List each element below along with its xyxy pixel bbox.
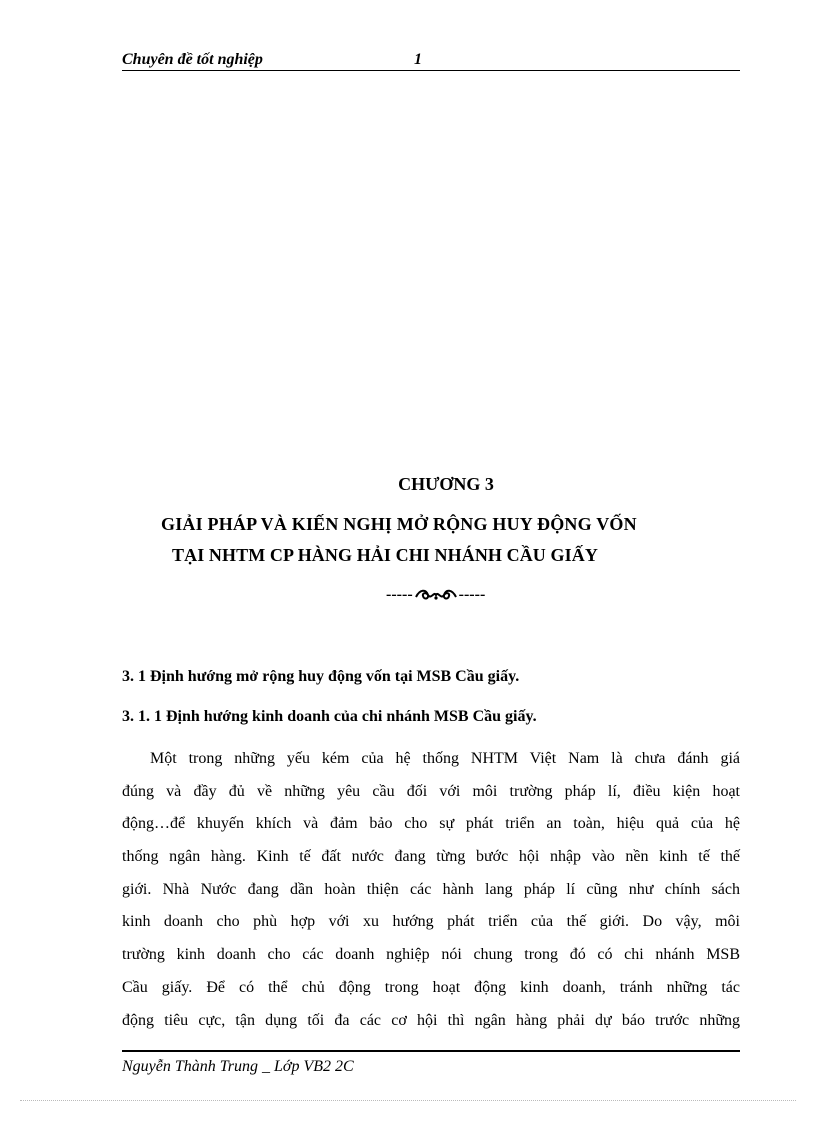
ornament-flourish-icon [414,587,458,603]
body-paragraph [122,743,740,1037]
chapter-title-line-2: TẠI NHTM CP HÀNG HẢI CHI NHÁNH CẦU GIẤY [172,545,598,565]
ornament-dashes-right: ----- [458,586,486,603]
page-header [122,50,740,71]
chapter-ornament [386,584,506,606]
paragraph-line: đúng và đầy đủ về những yêu cầu đối với môi trường pháp lí, điều kiện hoạt [122,782,740,800]
chapter-label [0,472,816,496]
paragraph-line: Cầu giấy. Để có thể chủ động trong hoạt động kinh doanh, tránh những tác [122,978,740,996]
paragraph-line: thống ngân hàng. Kinh tế đất nước đang từng bước hội nhập vào nền kinh tế thế [122,848,740,866]
ornament-dashes-left: ----- [386,586,413,603]
header-title: Chuyên đề tốt nghiệp [122,51,263,68]
paragraph-line: trường kinh doanh cho các doanh nghiệp nói chung trong đó có chi nhánh MSB [122,946,740,964]
paragraph-line: động tiêu cực, tận dụng tối đa các cơ hội thì ngân hàng phải dự báo trước những [122,1011,740,1029]
section-heading-3-1-1: 3. 1. 1 Định hướng kinh doanh của chi nhánh MSB Cầu giấy. [122,708,537,725]
footer-author: Nguyễn Thành Trung _ Lớp VB2 2C [122,1058,354,1075]
paragraph-line: kinh doanh cho phù hợp với xu hướng phát triển của thế giới. Do vậy, môi [122,913,740,931]
page-bottom-divider [20,1100,796,1101]
section-heading-3-1: 3. 1 Định hướng mở rộng huy động vốn tại MSB Cầu giấy. [122,668,520,685]
paragraph-line: Một trong những yếu kém của hệ thống NHTM Việt Nam là chưa đánh giá [150,750,740,767]
page-number: 1 [414,51,422,68]
chapter-title-line-1: GIẢI PHÁP VÀ KIẾN NGHỊ MỞ RỘNG HUY ĐỘNG VỐN [161,514,637,534]
chapter-number: CHƯƠNG 3 [398,474,494,494]
paragraph-line: giới. Nhà Nước đang dần hoàn thiện các hành lang pháp lí cũng như chính sách [122,880,740,898]
page-footer [122,1050,740,1078]
paragraph-line: động…để khuyến khích và đảm bảo cho sự phát triển an toàn, hiệu quả của hệ [122,815,740,833]
